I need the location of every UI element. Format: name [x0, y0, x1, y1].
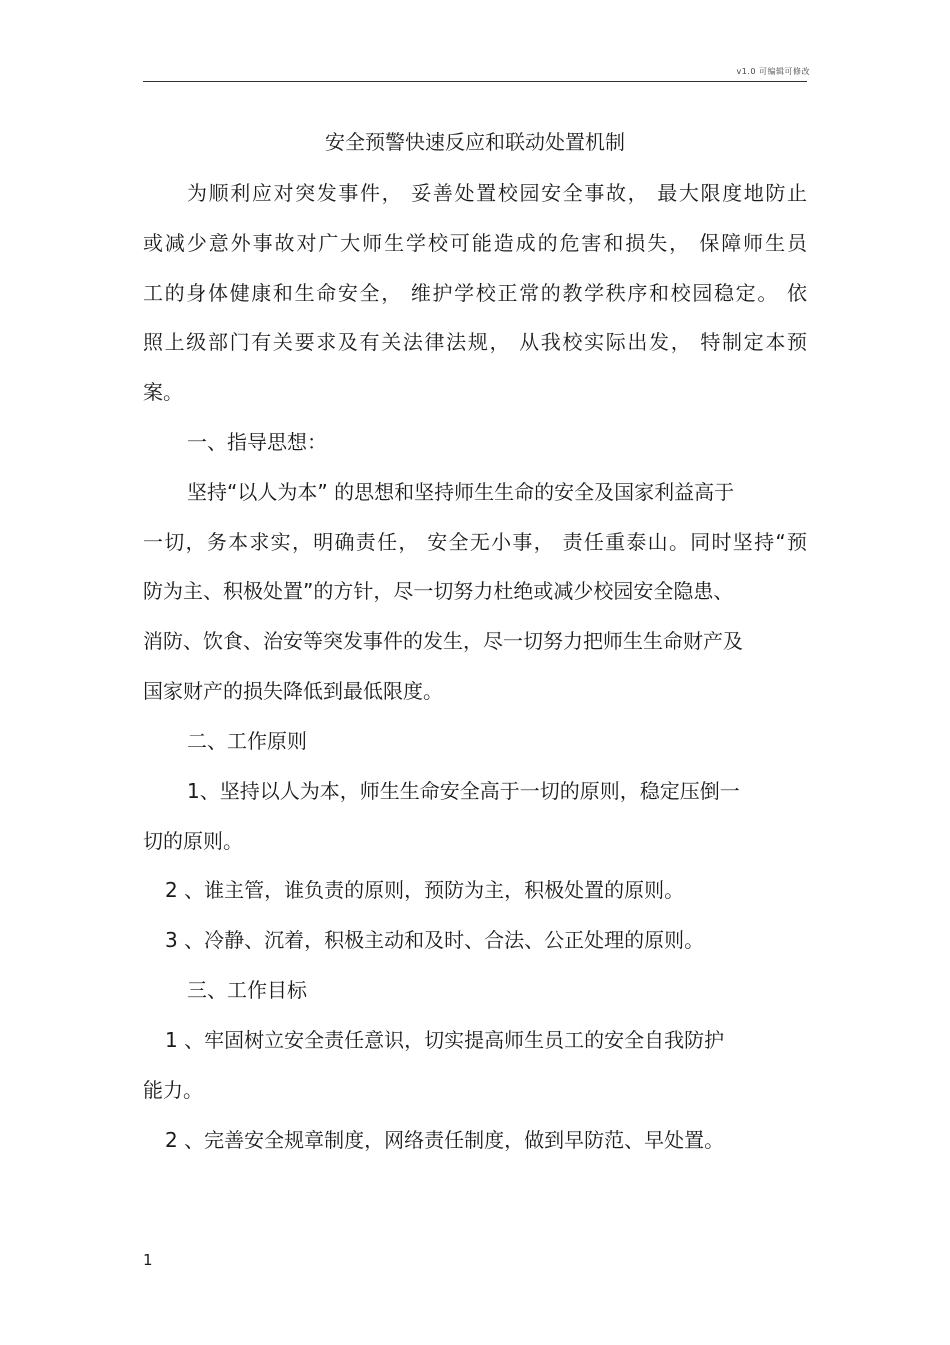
- page-number: 1: [143, 1251, 153, 1269]
- header-version-note: v1.0 可编辑可修改: [736, 67, 810, 76]
- intro-line: 照上级部门有关要求及有关法律法规， 从我校实际出发， 特制定本预: [143, 330, 807, 354]
- section2-heading: 二、工作原则: [187, 729, 307, 753]
- document-title: 安全预警快速反应和联动处置机制: [325, 130, 625, 154]
- section3-heading: 三、工作目标: [187, 978, 307, 1002]
- section2-item: 2 、谁主管，谁负责的原则，预防为主，积极处置的原则。: [165, 878, 685, 902]
- section3-item: 2 、完善安全规章制度，网络责任制度，做到早防范、早处置。: [165, 1128, 725, 1152]
- intro-line: 为顺利应对突发事件， 妥善处置校园安全事故， 最大限度地防止: [187, 181, 807, 205]
- section1-line: 防为主、积极处置”的方针，尽一切努力杜绝或减少校园安全隐患、: [143, 579, 734, 603]
- header-rule: [143, 81, 807, 82]
- intro-line: 或减少意外事故对广大师生学校可能造成的危害和损失， 保障师生员: [143, 231, 807, 255]
- section1-line: 国家财产的损失降低到最低限度。: [143, 679, 443, 703]
- section1-line: 坚持“以人为本” 的思想和坚持师生生命的安全及国家利益高于: [187, 480, 735, 504]
- section3-item: 1 、牢固树立安全责任意识，切实提高师生员工的安全自我防护: [165, 1028, 725, 1052]
- section1-line: 一切，务本求实，明确责任， 安全无小事， 责任重泰山。同时坚持“预: [143, 530, 807, 554]
- intro-line: 工的身体健康和生命安全， 维护学校正常的教学秩序和校园稳定。 依: [143, 281, 807, 305]
- intro-line: 案。: [143, 380, 183, 404]
- section2-item: 1、坚持以人为本，师生生命安全高于一切的原则，稳定压倒一: [187, 779, 740, 803]
- section2-item: 3 、冷静、沉着，积极主动和及时、合法、公正处理的原则。: [165, 928, 705, 952]
- section1-heading: 一、指导思想：: [187, 430, 327, 454]
- section1-line: 消防、饮食、治安等突发事件的发生，尽一切努力把师生生命财产及: [143, 629, 743, 653]
- section2-item: 切的原则。: [143, 829, 243, 853]
- section3-item: 能力。: [143, 1078, 203, 1102]
